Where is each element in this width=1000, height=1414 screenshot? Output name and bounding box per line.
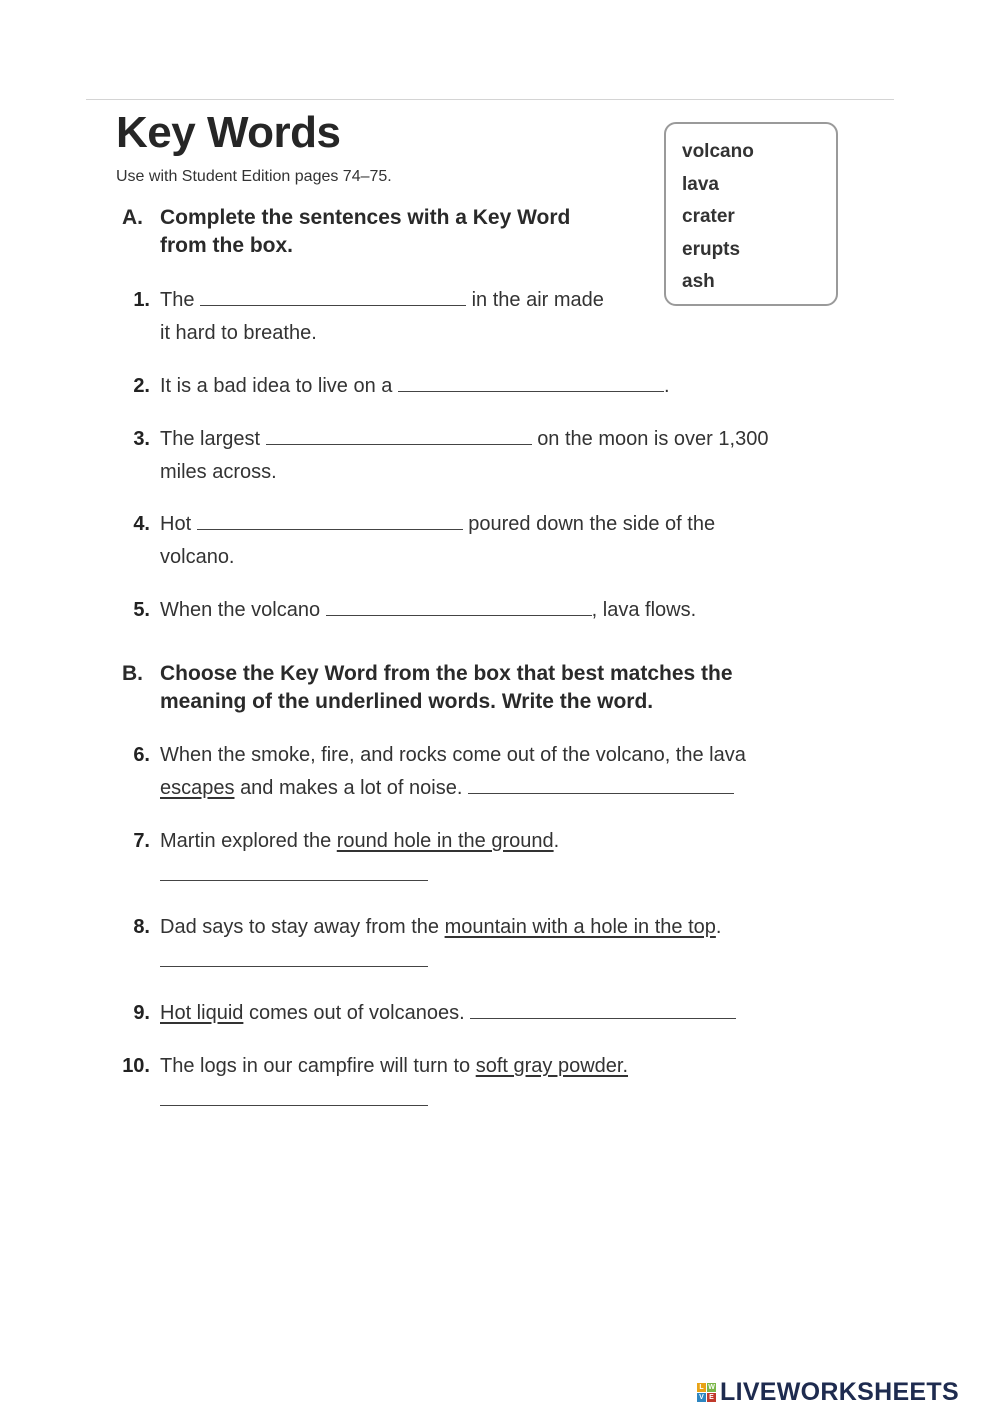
question-text: When the volcano , lava flows. — [160, 594, 860, 627]
question-text: The in the air made it hard to breathe. — [160, 284, 860, 350]
question-number: 8. — [133, 916, 150, 938]
answer-blank[interactable] — [468, 773, 734, 794]
question-number: 3. — [133, 428, 150, 450]
question-text: Martin explored the round hole in the ground. — [160, 830, 560, 852]
answer-blank[interactable] — [200, 285, 466, 306]
footer-brand — [697, 1378, 959, 1407]
question-number: 9. — [133, 1002, 150, 1024]
question-text: Hot liquid comes out of volcanoes. — [160, 997, 860, 1030]
question-number: 7. — [133, 830, 150, 852]
section-letter: A. — [122, 206, 143, 229]
answer-blank[interactable] — [470, 998, 736, 1019]
question-text: It is a bad idea to live on a . — [160, 370, 860, 403]
question-number: 4. — [133, 513, 150, 535]
liveworksheets-logo-icon: L W V E — [697, 1383, 716, 1402]
question-number: 2. — [133, 375, 150, 397]
question-text: Hot poured down the side of the volcano. — [160, 508, 860, 574]
answer-blank[interactable] — [197, 509, 463, 530]
key-word: lava — [682, 173, 719, 195]
section-instruction: Complete the sentences with a Key Word from the box. — [160, 206, 571, 257]
underlined-phrase: mountain with a hole in the top — [444, 916, 716, 938]
underlined-phrase: Hot liquid — [160, 1002, 244, 1024]
answer-blank[interactable] — [160, 880, 428, 881]
question-text: Dad says to stay away from the mountain with a hole in the top. — [160, 916, 722, 938]
underlined-phrase: soft gray powder. — [475, 1055, 629, 1077]
page-title: Key Words — [116, 108, 341, 157]
question-text: The largest on the moon is over 1,300 miles across. — [160, 423, 860, 489]
key-word-box — [664, 122, 838, 306]
key-word: erupts — [682, 238, 741, 260]
question-number: 5. — [133, 599, 150, 621]
answer-blank[interactable] — [398, 371, 664, 392]
top-divider — [86, 99, 894, 100]
page-subtitle: Use with Student Edition pages 74–75. — [116, 168, 392, 185]
section-letter: B. — [122, 662, 143, 685]
question-number: 6. — [133, 744, 150, 766]
answer-blank[interactable] — [266, 424, 532, 445]
answer-blank[interactable] — [160, 1105, 428, 1106]
key-word: volcano — [682, 141, 754, 162]
answer-blank[interactable] — [326, 595, 592, 616]
question-number: 1. — [133, 289, 150, 311]
key-word: ash — [682, 271, 715, 292]
underlined-phrase: escapes — [160, 777, 235, 799]
question-text: When the smoke, fire, and rocks come out of the volcano, the lava escapes and makes a lot of noise. — [160, 744, 746, 799]
section-instruction: Choose the Key Word from the box that best matches the meaning of the underlined words. Write the word. — [160, 662, 733, 713]
underlined-phrase: round hole in the ground — [336, 830, 554, 852]
key-word: crater — [682, 206, 735, 227]
answer-blank[interactable] — [160, 966, 428, 967]
question-text: The logs in our campfire will turn to soft gray powder. — [160, 1055, 629, 1077]
brand-name: LIVEWORKSHEETS — [720, 1378, 959, 1406]
question-number: 10. — [122, 1055, 150, 1077]
